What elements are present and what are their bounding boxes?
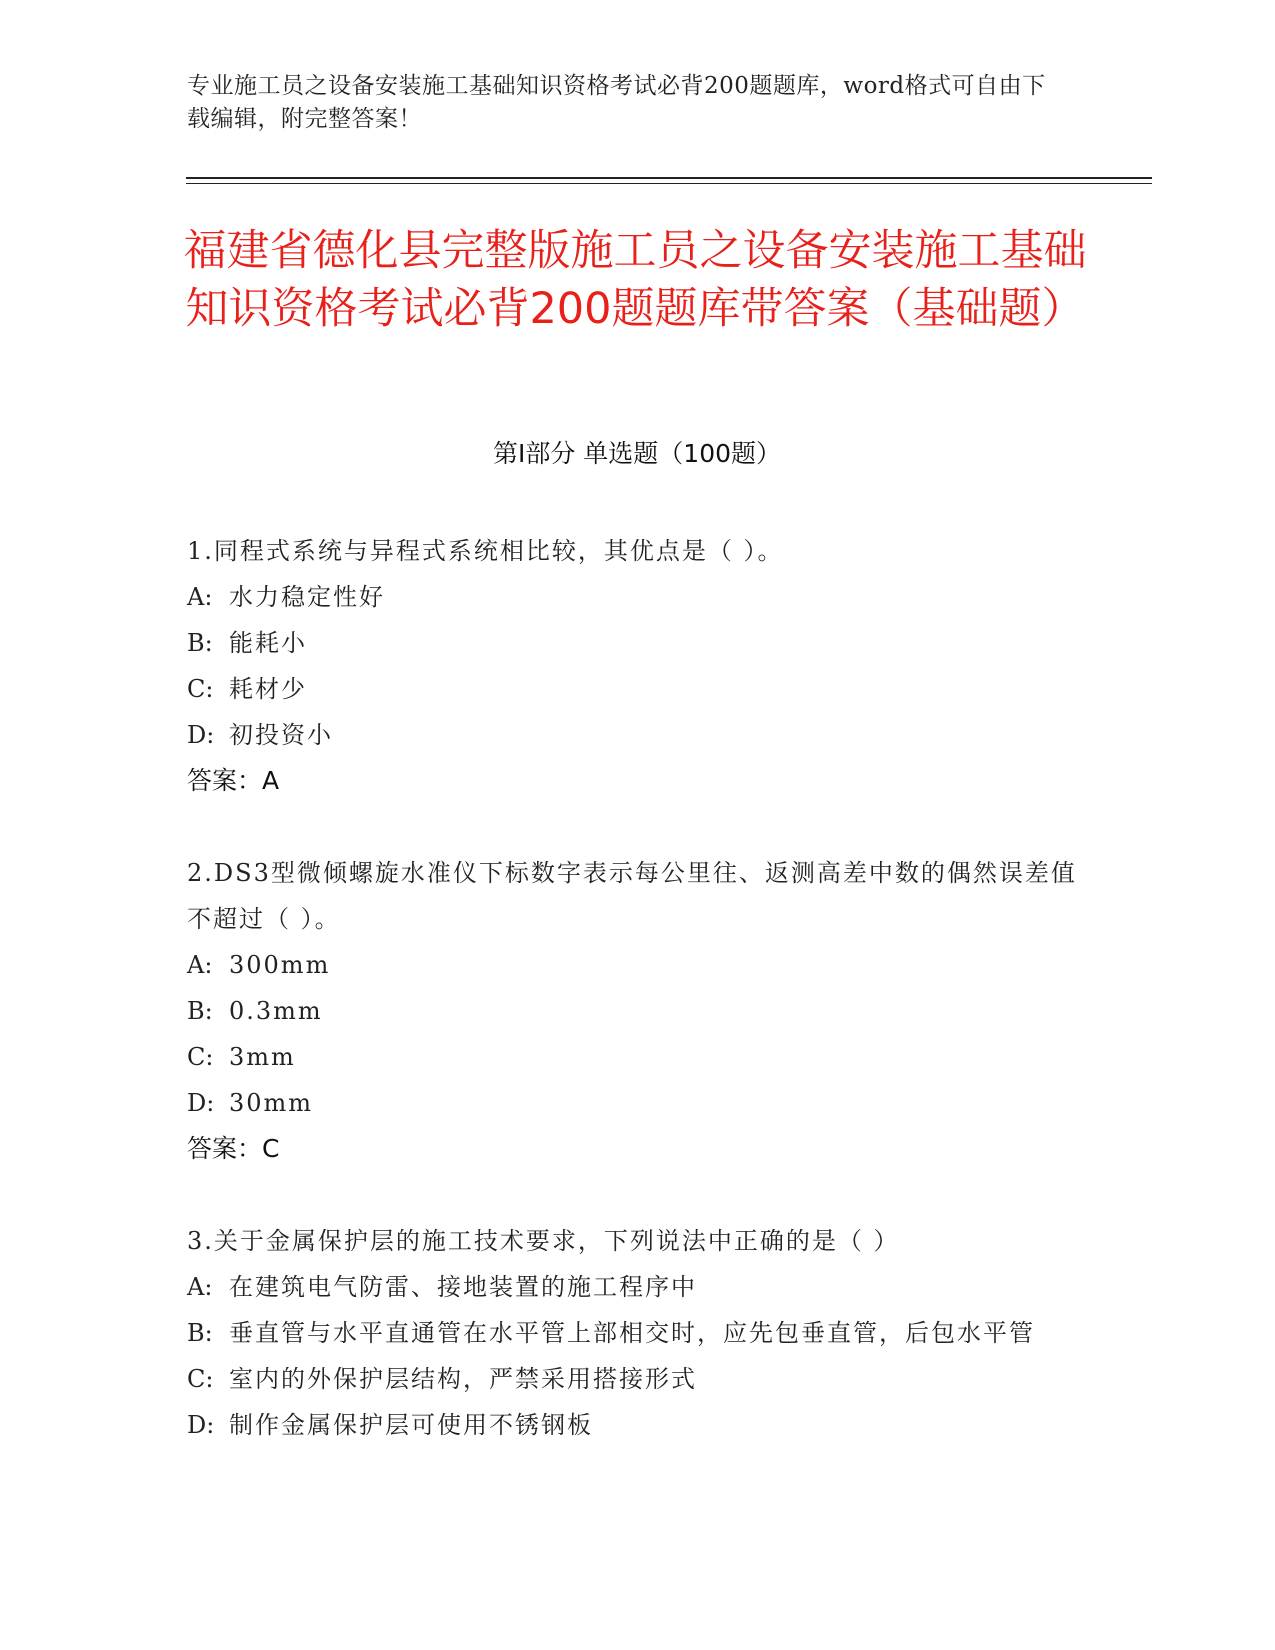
option-text: 能耗小 bbox=[229, 629, 307, 657]
option-d bbox=[187, 1402, 1082, 1448]
option-key: D: bbox=[187, 721, 215, 749]
option-b bbox=[187, 988, 1082, 1034]
question-1 bbox=[187, 528, 1082, 804]
question-2 bbox=[187, 850, 1082, 1172]
option-text: 在建筑电气防雷、接地装置的施工程序中 bbox=[229, 1273, 697, 1301]
option-text: 3mm bbox=[229, 1043, 296, 1071]
option-key: A: bbox=[187, 1273, 213, 1301]
option-text: 水力稳定性好 bbox=[229, 583, 385, 611]
header-divider-thin bbox=[186, 183, 1152, 184]
option-text: 300mm bbox=[229, 951, 331, 979]
option-key: C: bbox=[187, 1365, 214, 1393]
option-key: D: bbox=[187, 1089, 215, 1117]
document-title: 福建省德化县完整版施工员之设备安装施工基础知识资格考试必背200题题库带答案（基础题） bbox=[183, 226, 1087, 334]
option-d bbox=[187, 712, 1082, 758]
option-text: 室内的外保护层结构，严禁采用搭接形式 bbox=[229, 1365, 697, 1393]
option-key: C: bbox=[187, 1043, 214, 1071]
header-note: 专业施工员之设备安装施工基础知识资格考试必背200题题库，word格式可自由下载编辑，附完整答案！ bbox=[187, 73, 1046, 132]
option-text: 制作金属保护层可使用不锈钢板 bbox=[229, 1411, 593, 1439]
option-key: B: bbox=[187, 1319, 213, 1347]
option-d bbox=[187, 1080, 1082, 1126]
option-text: 垂直管与水平直通管在水平管上部相交时，应先包垂直管，后包水平管 bbox=[229, 1319, 1035, 1347]
option-text: 初投资小 bbox=[229, 721, 333, 749]
option-key: D: bbox=[187, 1411, 215, 1439]
option-a bbox=[187, 942, 1082, 988]
option-text: 0.3mm bbox=[229, 997, 323, 1025]
question-stem: 1.同程式系统与异程式系统相比较，其优点是（ ）。 bbox=[187, 537, 784, 565]
question-stem: 2.DS3型微倾螺旋水准仪下标数字表示每公里往、返测高差中数的偶然误差值不超过（ ）。 bbox=[187, 859, 1077, 933]
option-a bbox=[187, 574, 1082, 620]
section-title: 第Ⅰ部分 单选题（100题） bbox=[492, 439, 782, 468]
answer-line: 答案：C bbox=[187, 1134, 280, 1163]
question-list bbox=[187, 528, 1082, 1494]
question-stem: 3.关于金属保护层的施工技术要求，下列说法中正确的是（ ） bbox=[187, 1227, 900, 1255]
answer-line: 答案：A bbox=[187, 766, 280, 795]
option-key: B: bbox=[187, 629, 213, 657]
option-c bbox=[187, 1356, 1082, 1402]
option-key: A: bbox=[187, 583, 213, 611]
option-c bbox=[187, 1034, 1082, 1080]
question-3 bbox=[187, 1218, 1082, 1448]
option-c bbox=[187, 666, 1082, 712]
option-b bbox=[187, 620, 1082, 666]
option-text: 耗材少 bbox=[229, 675, 307, 703]
option-b bbox=[187, 1310, 1082, 1356]
option-key: A: bbox=[187, 951, 213, 979]
option-key: B: bbox=[187, 997, 213, 1025]
option-a bbox=[187, 1264, 1082, 1310]
header-divider-thick bbox=[186, 177, 1152, 179]
option-text: 30mm bbox=[229, 1089, 314, 1117]
option-key: C: bbox=[187, 675, 214, 703]
